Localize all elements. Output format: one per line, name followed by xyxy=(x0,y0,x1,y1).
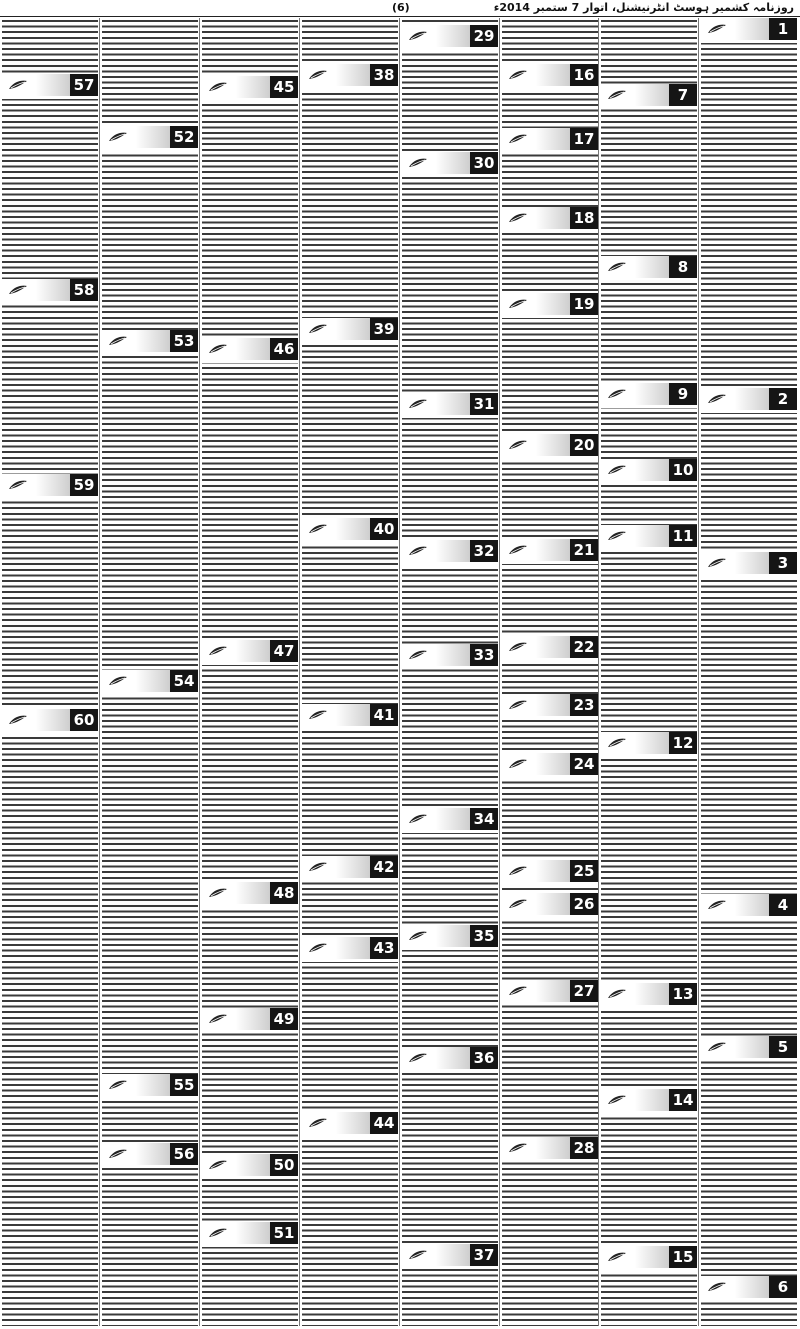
leaf-ornament-icon xyxy=(308,942,328,954)
item-header xyxy=(302,64,398,86)
column-divider xyxy=(499,18,500,1326)
item-number: 48 xyxy=(270,882,298,904)
item-number: 13 xyxy=(669,983,697,1005)
item-number: 1 xyxy=(769,18,797,40)
item-number: 43 xyxy=(370,937,398,959)
item-header xyxy=(601,256,697,278)
leaf-ornament-icon xyxy=(208,343,228,355)
item-number: 35 xyxy=(470,925,498,947)
item-header xyxy=(102,1074,198,1096)
item-number: 3 xyxy=(769,552,797,574)
item-number: 30 xyxy=(470,152,498,174)
leaf-ornament-icon xyxy=(707,1041,727,1053)
leaf-ornament-icon xyxy=(408,1052,428,1064)
leaf-ornament-icon xyxy=(707,23,727,35)
item-number: 20 xyxy=(570,434,598,456)
item-header xyxy=(502,1137,598,1159)
leaf-ornament-icon xyxy=(208,1013,228,1025)
item-header xyxy=(601,525,697,547)
leaf-ornament-icon xyxy=(508,544,528,556)
item-header xyxy=(701,388,797,410)
item-header xyxy=(202,1222,298,1244)
item-header xyxy=(102,330,198,352)
item-number: 47 xyxy=(270,640,298,662)
item-number: 22 xyxy=(570,636,598,658)
leaf-ornament-icon xyxy=(208,1159,228,1171)
leaf-ornament-icon xyxy=(308,1117,328,1129)
item-header xyxy=(202,76,298,98)
item-header xyxy=(402,1047,498,1069)
leaf-ornament-icon xyxy=(208,81,228,93)
item-header xyxy=(502,293,598,315)
leaf-ornament-icon xyxy=(208,1227,228,1239)
leaf-ornament-icon xyxy=(508,1142,528,1154)
leaf-ornament-icon xyxy=(508,865,528,877)
leaf-ornament-icon xyxy=(607,737,627,749)
item-header xyxy=(202,640,298,662)
item-header xyxy=(302,1112,398,1134)
leaf-ornament-icon xyxy=(508,298,528,310)
item-header xyxy=(502,207,598,229)
leaf-ornament-icon xyxy=(8,79,28,91)
leaf-ornament-icon xyxy=(108,675,128,687)
item-header xyxy=(202,338,298,360)
item-number: 17 xyxy=(570,128,598,150)
leaf-ornament-icon xyxy=(508,898,528,910)
leaf-ornament-icon xyxy=(508,758,528,770)
item-number: 14 xyxy=(669,1089,697,1111)
leaf-ornament-icon xyxy=(208,887,228,899)
item-number: 55 xyxy=(170,1074,198,1096)
item-header xyxy=(402,540,498,562)
item-header xyxy=(502,434,598,456)
item-header xyxy=(502,860,598,882)
leaf-ornament-icon xyxy=(308,69,328,81)
leaf-ornament-icon xyxy=(508,133,528,145)
item-number: 28 xyxy=(570,1137,598,1159)
text-column-7 xyxy=(102,18,198,1326)
item-header xyxy=(102,126,198,148)
item-header xyxy=(601,983,697,1005)
item-number: 60 xyxy=(70,709,98,731)
newspaper-title: روزنامہ کشمیر ہوسٹ انٹرنیشنل، اتوار 7 ستمبر 2014ء xyxy=(493,1,794,14)
item-number: 9 xyxy=(669,383,697,405)
item-header xyxy=(302,518,398,540)
column-divider xyxy=(399,18,400,1326)
leaf-ornament-icon xyxy=(308,323,328,335)
item-number: 57 xyxy=(70,74,98,96)
item-number: 33 xyxy=(470,644,498,666)
leaf-ornament-icon xyxy=(508,985,528,997)
leaf-ornament-icon xyxy=(508,699,528,711)
item-number: 34 xyxy=(470,808,498,830)
item-number: 59 xyxy=(70,474,98,496)
item-header xyxy=(302,318,398,340)
item-number: 4 xyxy=(769,894,797,916)
item-header xyxy=(202,1008,298,1030)
item-number: 23 xyxy=(570,694,598,716)
leaf-ornament-icon xyxy=(607,89,627,101)
item-number: 44 xyxy=(370,1112,398,1134)
item-header xyxy=(601,383,697,405)
leaf-ornament-icon xyxy=(308,523,328,535)
item-header xyxy=(402,152,498,174)
item-number: 21 xyxy=(570,539,598,561)
item-header xyxy=(502,694,598,716)
item-header xyxy=(2,474,98,496)
item-header xyxy=(102,1143,198,1165)
item-number: 53 xyxy=(170,330,198,352)
item-header xyxy=(402,644,498,666)
item-number: 2 xyxy=(769,388,797,410)
item-header xyxy=(502,636,598,658)
leaf-ornament-icon xyxy=(707,899,727,911)
item-number: 10 xyxy=(669,459,697,481)
leaf-ornament-icon xyxy=(408,813,428,825)
text-column-3 xyxy=(502,18,598,1326)
item-number: 36 xyxy=(470,1047,498,1069)
leaf-ornament-icon xyxy=(607,464,627,476)
item-number: 16 xyxy=(570,64,598,86)
item-header xyxy=(502,128,598,150)
item-header xyxy=(402,808,498,830)
item-header xyxy=(402,1244,498,1266)
leaf-ornament-icon xyxy=(8,284,28,296)
item-header xyxy=(601,1246,697,1268)
item-number: 24 xyxy=(570,753,598,775)
leaf-ornament-icon xyxy=(607,388,627,400)
item-number: 50 xyxy=(270,1154,298,1176)
leaf-ornament-icon xyxy=(8,479,28,491)
page-number: (6) xyxy=(392,1,410,14)
column-divider xyxy=(698,18,699,1326)
leaf-ornament-icon xyxy=(607,988,627,1000)
leaf-ornament-icon xyxy=(408,545,428,557)
item-number: 29 xyxy=(470,25,498,47)
item-number: 51 xyxy=(270,1222,298,1244)
item-header xyxy=(2,74,98,96)
item-header xyxy=(302,856,398,878)
leaf-ornament-icon xyxy=(308,709,328,721)
item-number: 6 xyxy=(769,1276,797,1298)
item-header xyxy=(302,937,398,959)
item-header xyxy=(601,732,697,754)
leaf-ornament-icon xyxy=(108,335,128,347)
item-number: 39 xyxy=(370,318,398,340)
item-number: 12 xyxy=(669,732,697,754)
item-header xyxy=(701,894,797,916)
item-number: 54 xyxy=(170,670,198,692)
leaf-ornament-icon xyxy=(508,212,528,224)
item-header xyxy=(601,1089,697,1111)
item-header xyxy=(601,84,697,106)
column-divider xyxy=(99,18,100,1326)
leaf-ornament-icon xyxy=(607,1094,627,1106)
item-header xyxy=(402,25,498,47)
text-column-5 xyxy=(302,18,398,1326)
column-divider xyxy=(598,18,599,1326)
leaf-ornament-icon xyxy=(508,439,528,451)
leaf-ornament-icon xyxy=(408,930,428,942)
leaf-ornament-icon xyxy=(408,1249,428,1261)
leaf-ornament-icon xyxy=(707,393,727,405)
item-header xyxy=(2,709,98,731)
item-number: 45 xyxy=(270,76,298,98)
item-number: 40 xyxy=(370,518,398,540)
item-number: 27 xyxy=(570,980,598,1002)
item-header xyxy=(202,882,298,904)
item-number: 26 xyxy=(570,893,598,915)
item-number: 38 xyxy=(370,64,398,86)
item-number: 19 xyxy=(570,293,598,315)
item-number: 32 xyxy=(470,540,498,562)
leaf-ornament-icon xyxy=(308,861,328,873)
item-number: 18 xyxy=(570,207,598,229)
item-header xyxy=(701,1036,797,1058)
item-number: 15 xyxy=(669,1246,697,1268)
item-number: 49 xyxy=(270,1008,298,1030)
item-header xyxy=(302,704,398,726)
leaf-ornament-icon xyxy=(408,157,428,169)
column-divider xyxy=(199,18,200,1326)
item-header xyxy=(502,980,598,1002)
item-number: 41 xyxy=(370,704,398,726)
text-column-6 xyxy=(202,18,298,1326)
item-number: 56 xyxy=(170,1143,198,1165)
item-number: 11 xyxy=(669,525,697,547)
leaf-ornament-icon xyxy=(607,1251,627,1263)
item-header xyxy=(402,393,498,415)
item-header xyxy=(601,459,697,481)
leaf-ornament-icon xyxy=(408,649,428,661)
item-header xyxy=(502,539,598,561)
leaf-ornament-icon xyxy=(108,1148,128,1160)
leaf-ornament-icon xyxy=(607,261,627,273)
text-column-2 xyxy=(601,18,697,1326)
column-divider xyxy=(299,18,300,1326)
item-header xyxy=(701,552,797,574)
item-header xyxy=(502,893,598,915)
text-column-8 xyxy=(2,18,98,1326)
item-header xyxy=(701,18,797,40)
leaf-ornament-icon xyxy=(607,530,627,542)
item-number: 46 xyxy=(270,338,298,360)
item-number: 5 xyxy=(769,1036,797,1058)
item-header xyxy=(402,925,498,947)
text-column-1 xyxy=(701,18,797,1326)
leaf-ornament-icon xyxy=(408,30,428,42)
item-number: 58 xyxy=(70,279,98,301)
leaf-ornament-icon xyxy=(408,398,428,410)
item-header xyxy=(502,753,598,775)
item-header xyxy=(202,1154,298,1176)
item-number: 8 xyxy=(669,256,697,278)
item-header xyxy=(2,279,98,301)
item-header xyxy=(102,670,198,692)
leaf-ornament-icon xyxy=(508,641,528,653)
leaf-ornament-icon xyxy=(108,1079,128,1091)
item-number: 25 xyxy=(570,860,598,882)
item-header xyxy=(502,64,598,86)
item-number: 42 xyxy=(370,856,398,878)
item-number: 52 xyxy=(170,126,198,148)
leaf-ornament-icon xyxy=(108,131,128,143)
leaf-ornament-icon xyxy=(707,1281,727,1293)
leaf-ornament-icon xyxy=(707,557,727,569)
text-column-4 xyxy=(402,18,498,1326)
item-header xyxy=(701,1276,797,1298)
item-number: 31 xyxy=(470,393,498,415)
masthead xyxy=(0,0,800,17)
item-number: 37 xyxy=(470,1244,498,1266)
item-number: 7 xyxy=(669,84,697,106)
leaf-ornament-icon xyxy=(8,714,28,726)
leaf-ornament-icon xyxy=(208,645,228,657)
leaf-ornament-icon xyxy=(508,69,528,81)
